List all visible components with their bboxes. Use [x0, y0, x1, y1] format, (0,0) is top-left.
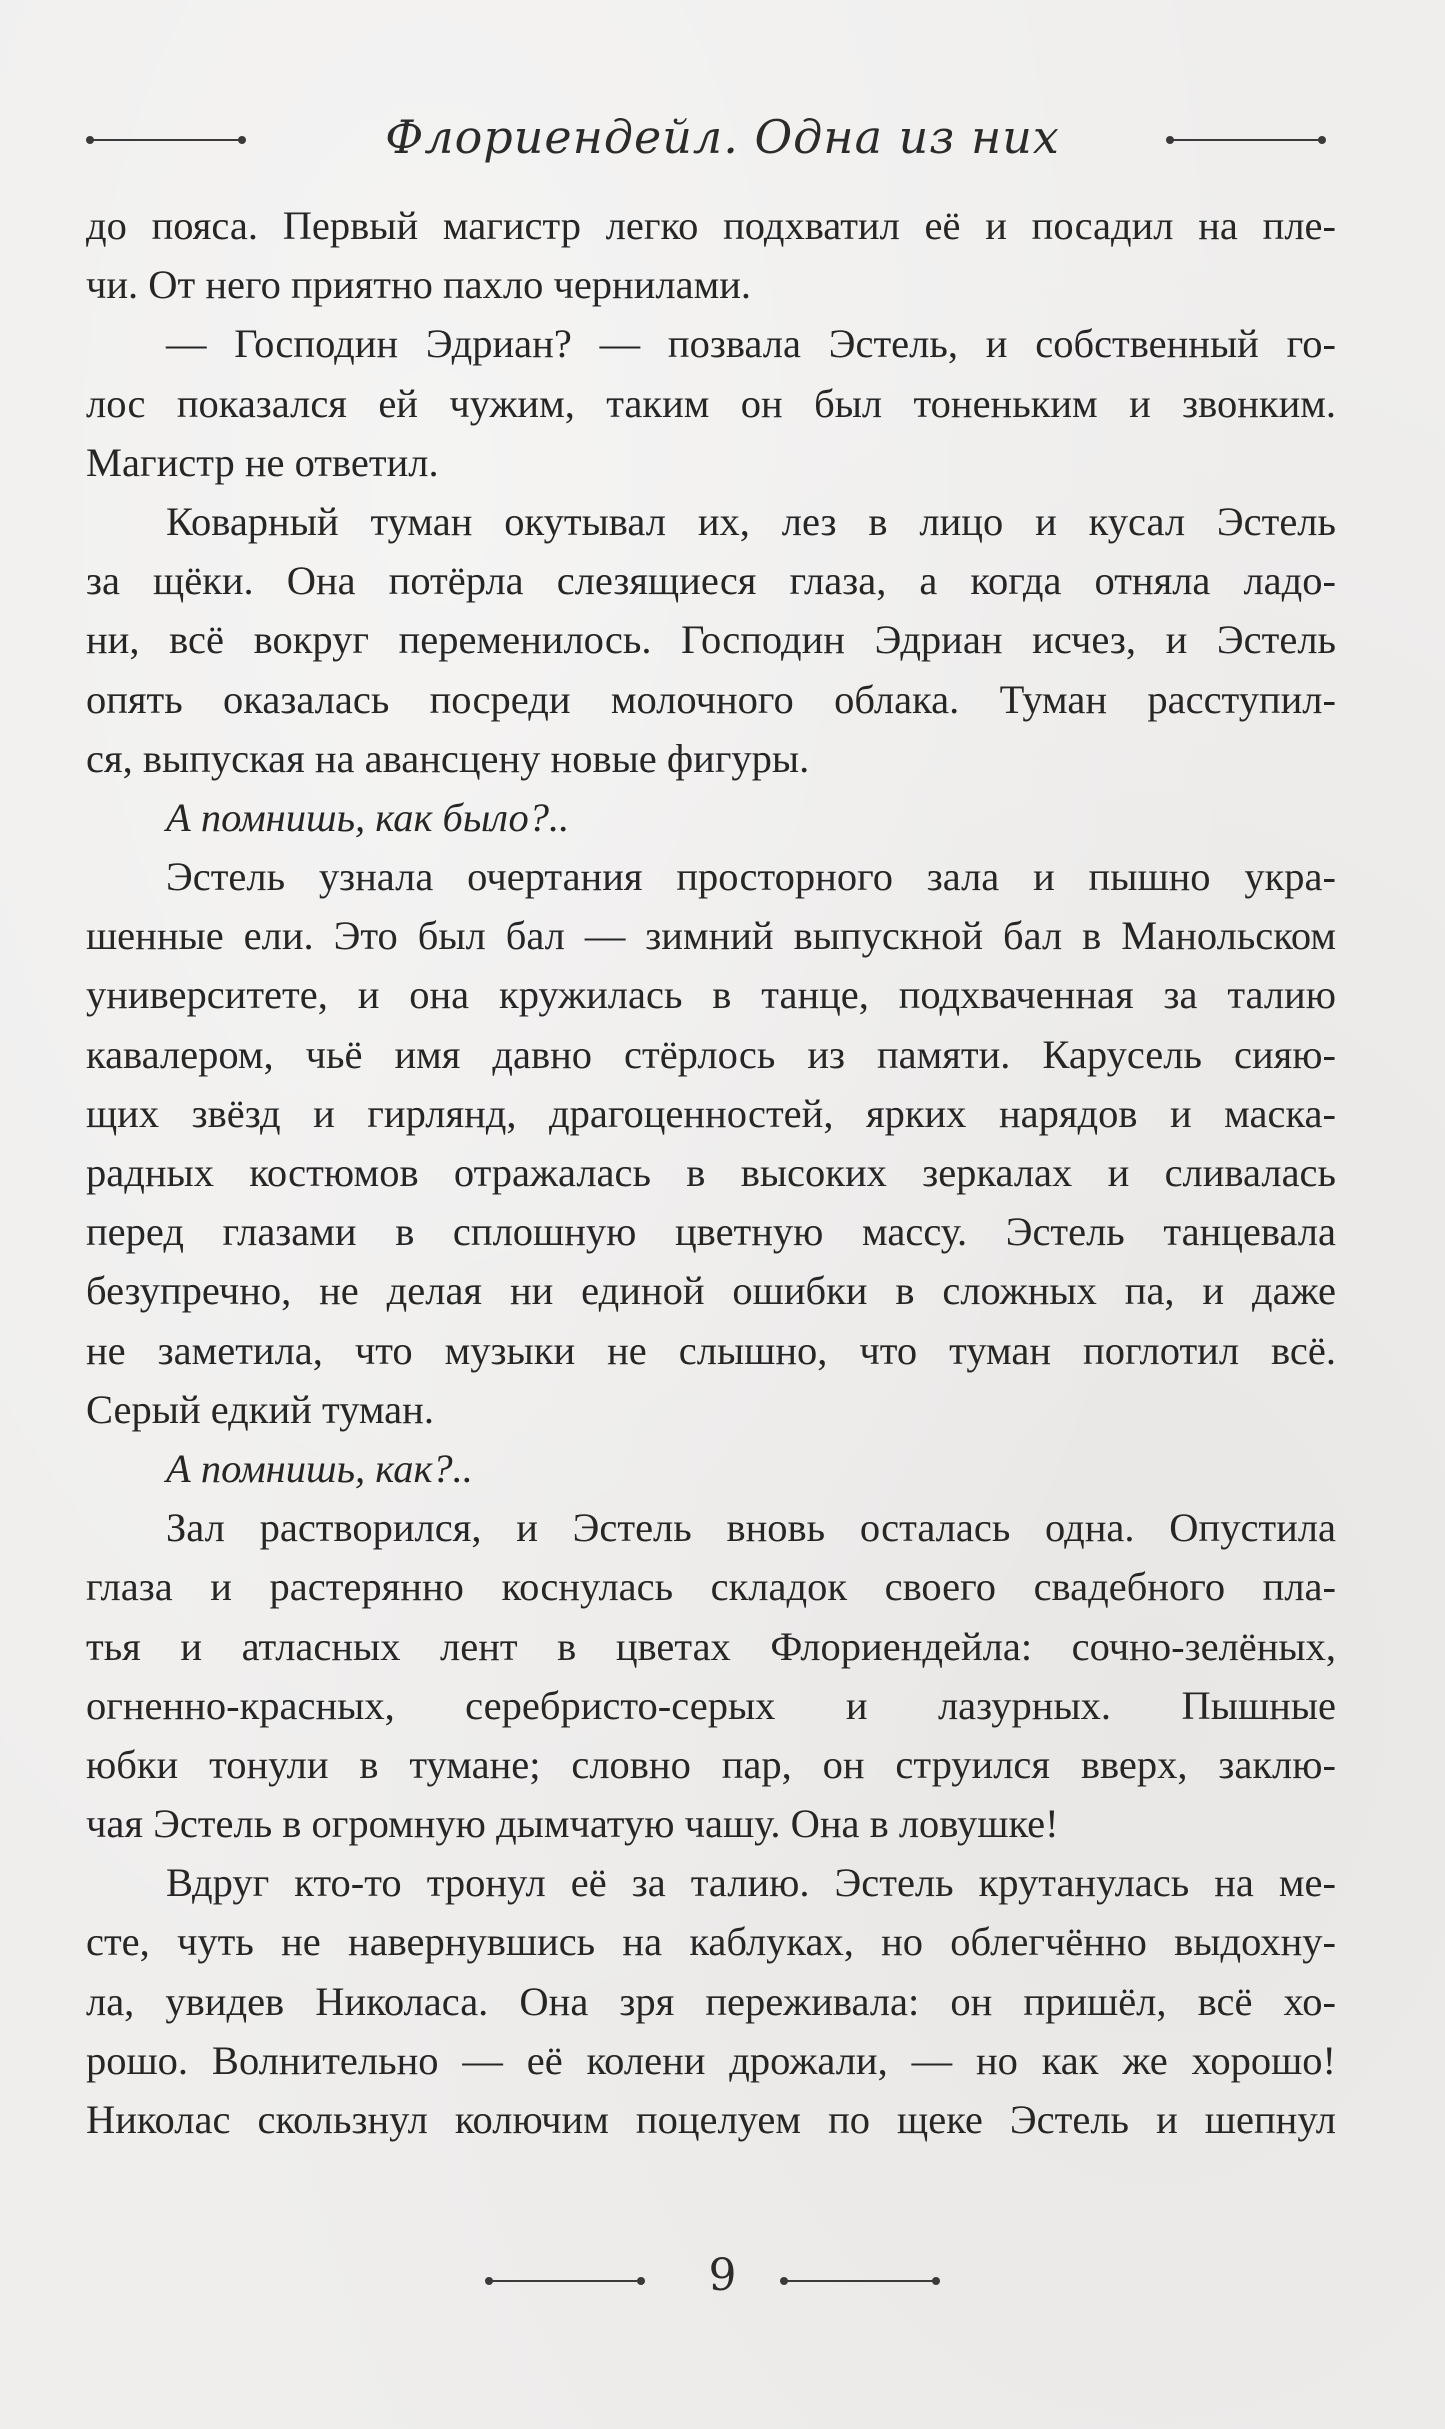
page-number: 9	[708, 2250, 737, 2301]
text-line: Зал растворился, и Эстель вновь осталась одна. Опустила	[166, 1505, 1336, 1551]
text-line-italic: А помнишь, как было?..	[166, 794, 570, 840]
text-line: чи. От него приятно пахло чернилами.	[86, 262, 752, 308]
running-title: Флориендейл. Одна из них	[385, 110, 1060, 164]
text-line: Магистр не ответил.	[86, 439, 439, 485]
text-line: чая Эстель в огромную дымчатую чашу. Она в ловушке!	[86, 1801, 1059, 1847]
text-line: не заметила, что музыки не слышно, что туман поглотил всё.	[86, 1327, 1336, 1373]
text-line-italic: А помнишь, как?..	[166, 1445, 473, 1491]
text-line: лос показался ей чужим, таким он был тоненьким и звонким.	[86, 380, 1336, 426]
text-line: кавалером, чьё имя давно стёрлось из памяти. Карусель сияю-	[86, 1031, 1336, 1077]
text-line: Николас скользнул колючим поцелуем по щеке Эстель и шепнул	[86, 2097, 1336, 2142]
page-header	[0, 100, 1445, 190]
text-line: ни, всё вокруг переменилось. Господин Эдриан исчез, и Эстель	[86, 617, 1336, 663]
page-footer	[0, 2250, 1445, 2330]
text-line: перед глазами в сплошную цветную массу. Эстель танцевала	[86, 1209, 1336, 1255]
text-line: безупречно, не делая ни единой ошибки в сложных па, и даже	[86, 1268, 1336, 1314]
text-line: до пояса. Первый магистр легко подхватил её и посадил на пле-	[86, 203, 1336, 248]
text-line: юбки тонули в тумане; словно пар, он струился вверх, заклю-	[86, 1741, 1336, 1787]
text-line: огненно-красных, серебристо-серых и лазурных. Пышные	[86, 1682, 1336, 1728]
text-line: ся, выпуская на авансцену новые фигуры.	[86, 735, 810, 781]
text-line: Эстель узнала очертания просторного зала и пышно укра-	[166, 854, 1336, 900]
text-line: тья и атласных лент в цветах Флориендейла: сочно-зелёных,	[86, 1623, 1336, 1669]
footer-right-ornament-icon	[780, 2277, 940, 2285]
text-line: Вдруг кто-то тронул её за талию. Эстель крутанулась на ме-	[166, 1860, 1336, 1906]
text-line: рошо. Волнительно — её колени дрожали, — но как же хорошо!	[86, 2037, 1336, 2083]
text-line: Коварный туман окутывал их, лез в лицо и кусал Эстель	[166, 498, 1336, 544]
text-line: университете, и она кружилась в танце, подхваченная за талию	[86, 972, 1336, 1018]
text-line: сте, чуть не навернувшись на каблуках, но облегчённо выдохну-	[86, 1919, 1336, 1965]
text-line: щих звёзд и гирлянд, драгоценностей, ярких нарядов и маска-	[86, 1090, 1336, 1136]
text-line: радных костюмов отражалась в высоких зеркалах и сливалась	[86, 1150, 1336, 1195]
text-line: — Господин Эдриан? — позвала Эстель, и собственный го-	[166, 321, 1336, 367]
text-line: шенные ели. Это был бал — зимний выпускной бал в Манольском	[86, 913, 1336, 959]
text-line: за щёки. Она потёрла слезящиеся глаза, а когда отняла ладо-	[86, 558, 1336, 604]
body-text	[86, 196, 1336, 2149]
text-line: ла, увидев Николаса. Она зря переживала: он пришёл, всё хо-	[86, 1978, 1336, 2024]
text-line: глаза и растерянно коснулась складок своего свадебного пла-	[86, 1564, 1336, 1610]
header-right-ornament-icon	[1166, 136, 1326, 144]
text-line: опять оказалась посреди молочного облака. Туман расступил-	[86, 676, 1336, 722]
text-line: Серый едкий туман.	[86, 1386, 434, 1432]
